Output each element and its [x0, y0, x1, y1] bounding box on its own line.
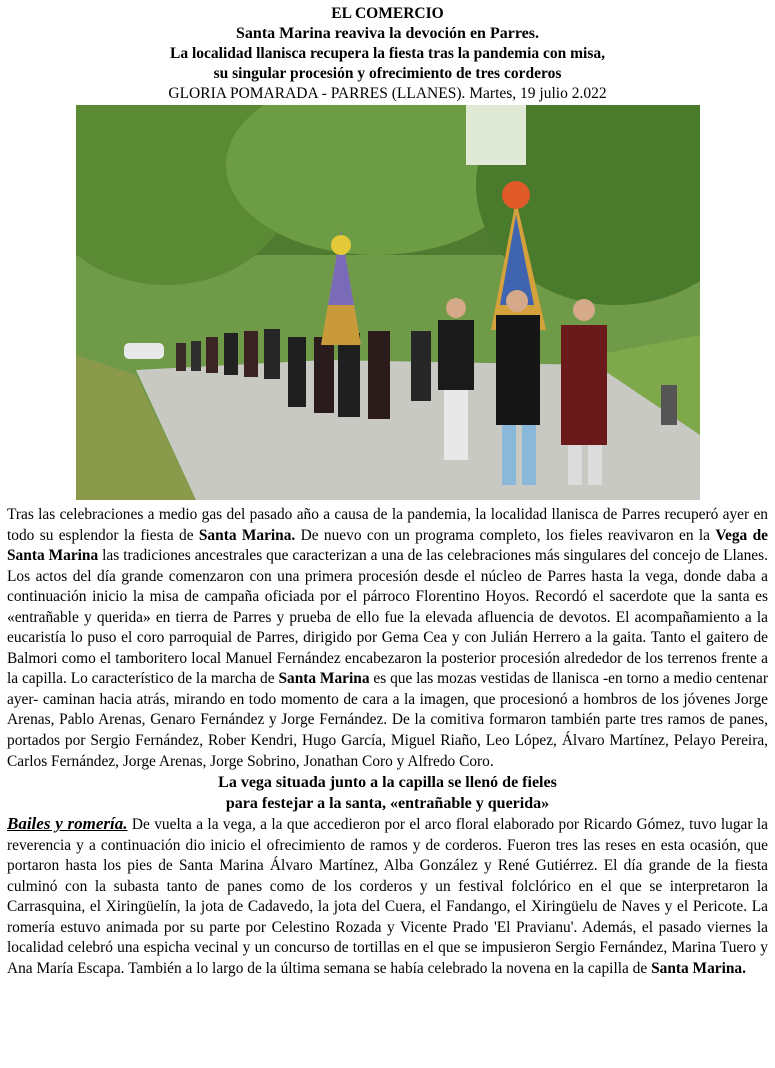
paragraph-1-text-1: Tras las celebraciones a medio gas del pasado año a causa de la pandemia, la localidad llanisca de Parres recuperó ayer en todo su esplendor la fiesta de	[7, 506, 768, 544]
subheadline-line-1: La localidad llanisca recupera la fiesta tras la pandemia con misa,	[170, 45, 605, 62]
byline-date: Martes, 19 julio 2.022	[469, 85, 607, 102]
paragraph-1-bold-3: Santa Marina	[278, 670, 370, 688]
paragraph-1-text-4: es que las mozas vestidas de llanisca -en torno a medio centenar ayer- caminan hacia atrás, mirando en todo momento de cara a la imagen, que procesionó a hombros de los jóvenes Jorge Arenas, Pablo Arenas, Genaro Fernández y Jorge Fernández. De la comitiva formaron también parte tres ramos de panes, portados por Sergio Fernández, Rober Kendri, Hugo García, Miguel Riaño, Leo López, Álvaro Martínez, Pelayo Pereira, Carlos Fernández, Jorge Arenas, Jorge Sobrino, Jonathan Coro y Alfredo Coro.	[7, 670, 768, 770]
spectator	[661, 385, 677, 425]
paragraph-2-bold-1: Santa Marina.	[651, 959, 746, 977]
byline	[7, 84, 768, 103]
newspaper-name: EL COMERCIO	[331, 5, 444, 22]
car	[124, 343, 164, 359]
procession-photo-icon	[76, 105, 700, 500]
paragraph-2-text-1: De vuelta a la vega, a la que accedieron por el arco floral elaborado por Ricardo Gómez, tuvo lugar la reverencia y a continuación dio inicio el ofrecimiento de ramos y de corderos. Fueron tres las reses en esta ocasión, que portaron hasta los pies de Santa Marina Álvaro Martínez, Alba González y René Gutiérrez. El día grande de la fiesta culminó con la subasta tanto de panes como de los corderos y un festival folclórico en el que se interpretaron la Carrasquina, el Xiringüelín, la jota de Cadavedo, la jota del Cuera, el Fandango, el Xiringüelu de Naves y el Pericote. La romería estuvo animada por su parte por Celestino Rozada y Vicente Prado 'El Pravianu'. Además, el pasado viernes la localidad celebró una espicha vecinal y un concurso de tortillas en el que se impusieron Sergio Fernández, Marina Tuero y Ana María Escapa. También a lo largo de la última semana se había celebrado la novena en la capilla de	[7, 816, 769, 977]
paragraph-2-lead: Bailes y romería.	[7, 814, 128, 834]
byline-author: GLORIA POMARADA - PARRES (LLANES).	[168, 85, 466, 102]
sky-patch	[466, 105, 526, 165]
paragraph-2	[7, 814, 768, 979]
paragraph-1-bold-1: Santa Marina.	[198, 526, 296, 544]
paragraph-1-text-3: las tradiciones ancestrales que caracterizan a una de las celebraciones más singulares del concejo de Llanes. Los actos del día grande comenzaron con una primera procesión desde el núcleo de Parres hasta la vega, donde daba a continuación inicio la misa de campaña oficiada por el párroco Florentino Hoyos. Recordó el sacerdote que la santa es «entrañable y querida» en tierra de Parres y prueba de ello fue la elevada afluencia de devotos. El acompañamiento a la eucaristía lo puso el coro parroquial de Parres, dirigido por Gema Cea y con Julián Herrero a la gaita. Tanto el gaitero de Balmori como el tamboritero local Manuel Fernández encabezaron la posterior procesión alrededor de los terrenos frente a la capilla. Lo característico de la marcha de	[7, 547, 768, 688]
paragraph-1	[7, 505, 768, 772]
subheadline-line-2: su singular procesión y ofrecimiento de tres corderos	[213, 65, 562, 82]
article-page	[7, 4, 768, 979]
subhead-line-1: La vega situada junto a la capilla se llenó de fieles	[218, 774, 557, 792]
subhead-line-2: para festejar a la santa, «entrañable y querida»	[225, 795, 550, 813]
headline: Santa Marina reaviva la devoción en Parres.	[236, 25, 539, 42]
procession-photo	[76, 105, 700, 500]
paragraph-1-text-2: De nuevo con un programa completo, los fieles reavivaron en la	[295, 526, 716, 544]
paragraph-1-bold-2: Vega de Santa Marina	[7, 526, 768, 565]
